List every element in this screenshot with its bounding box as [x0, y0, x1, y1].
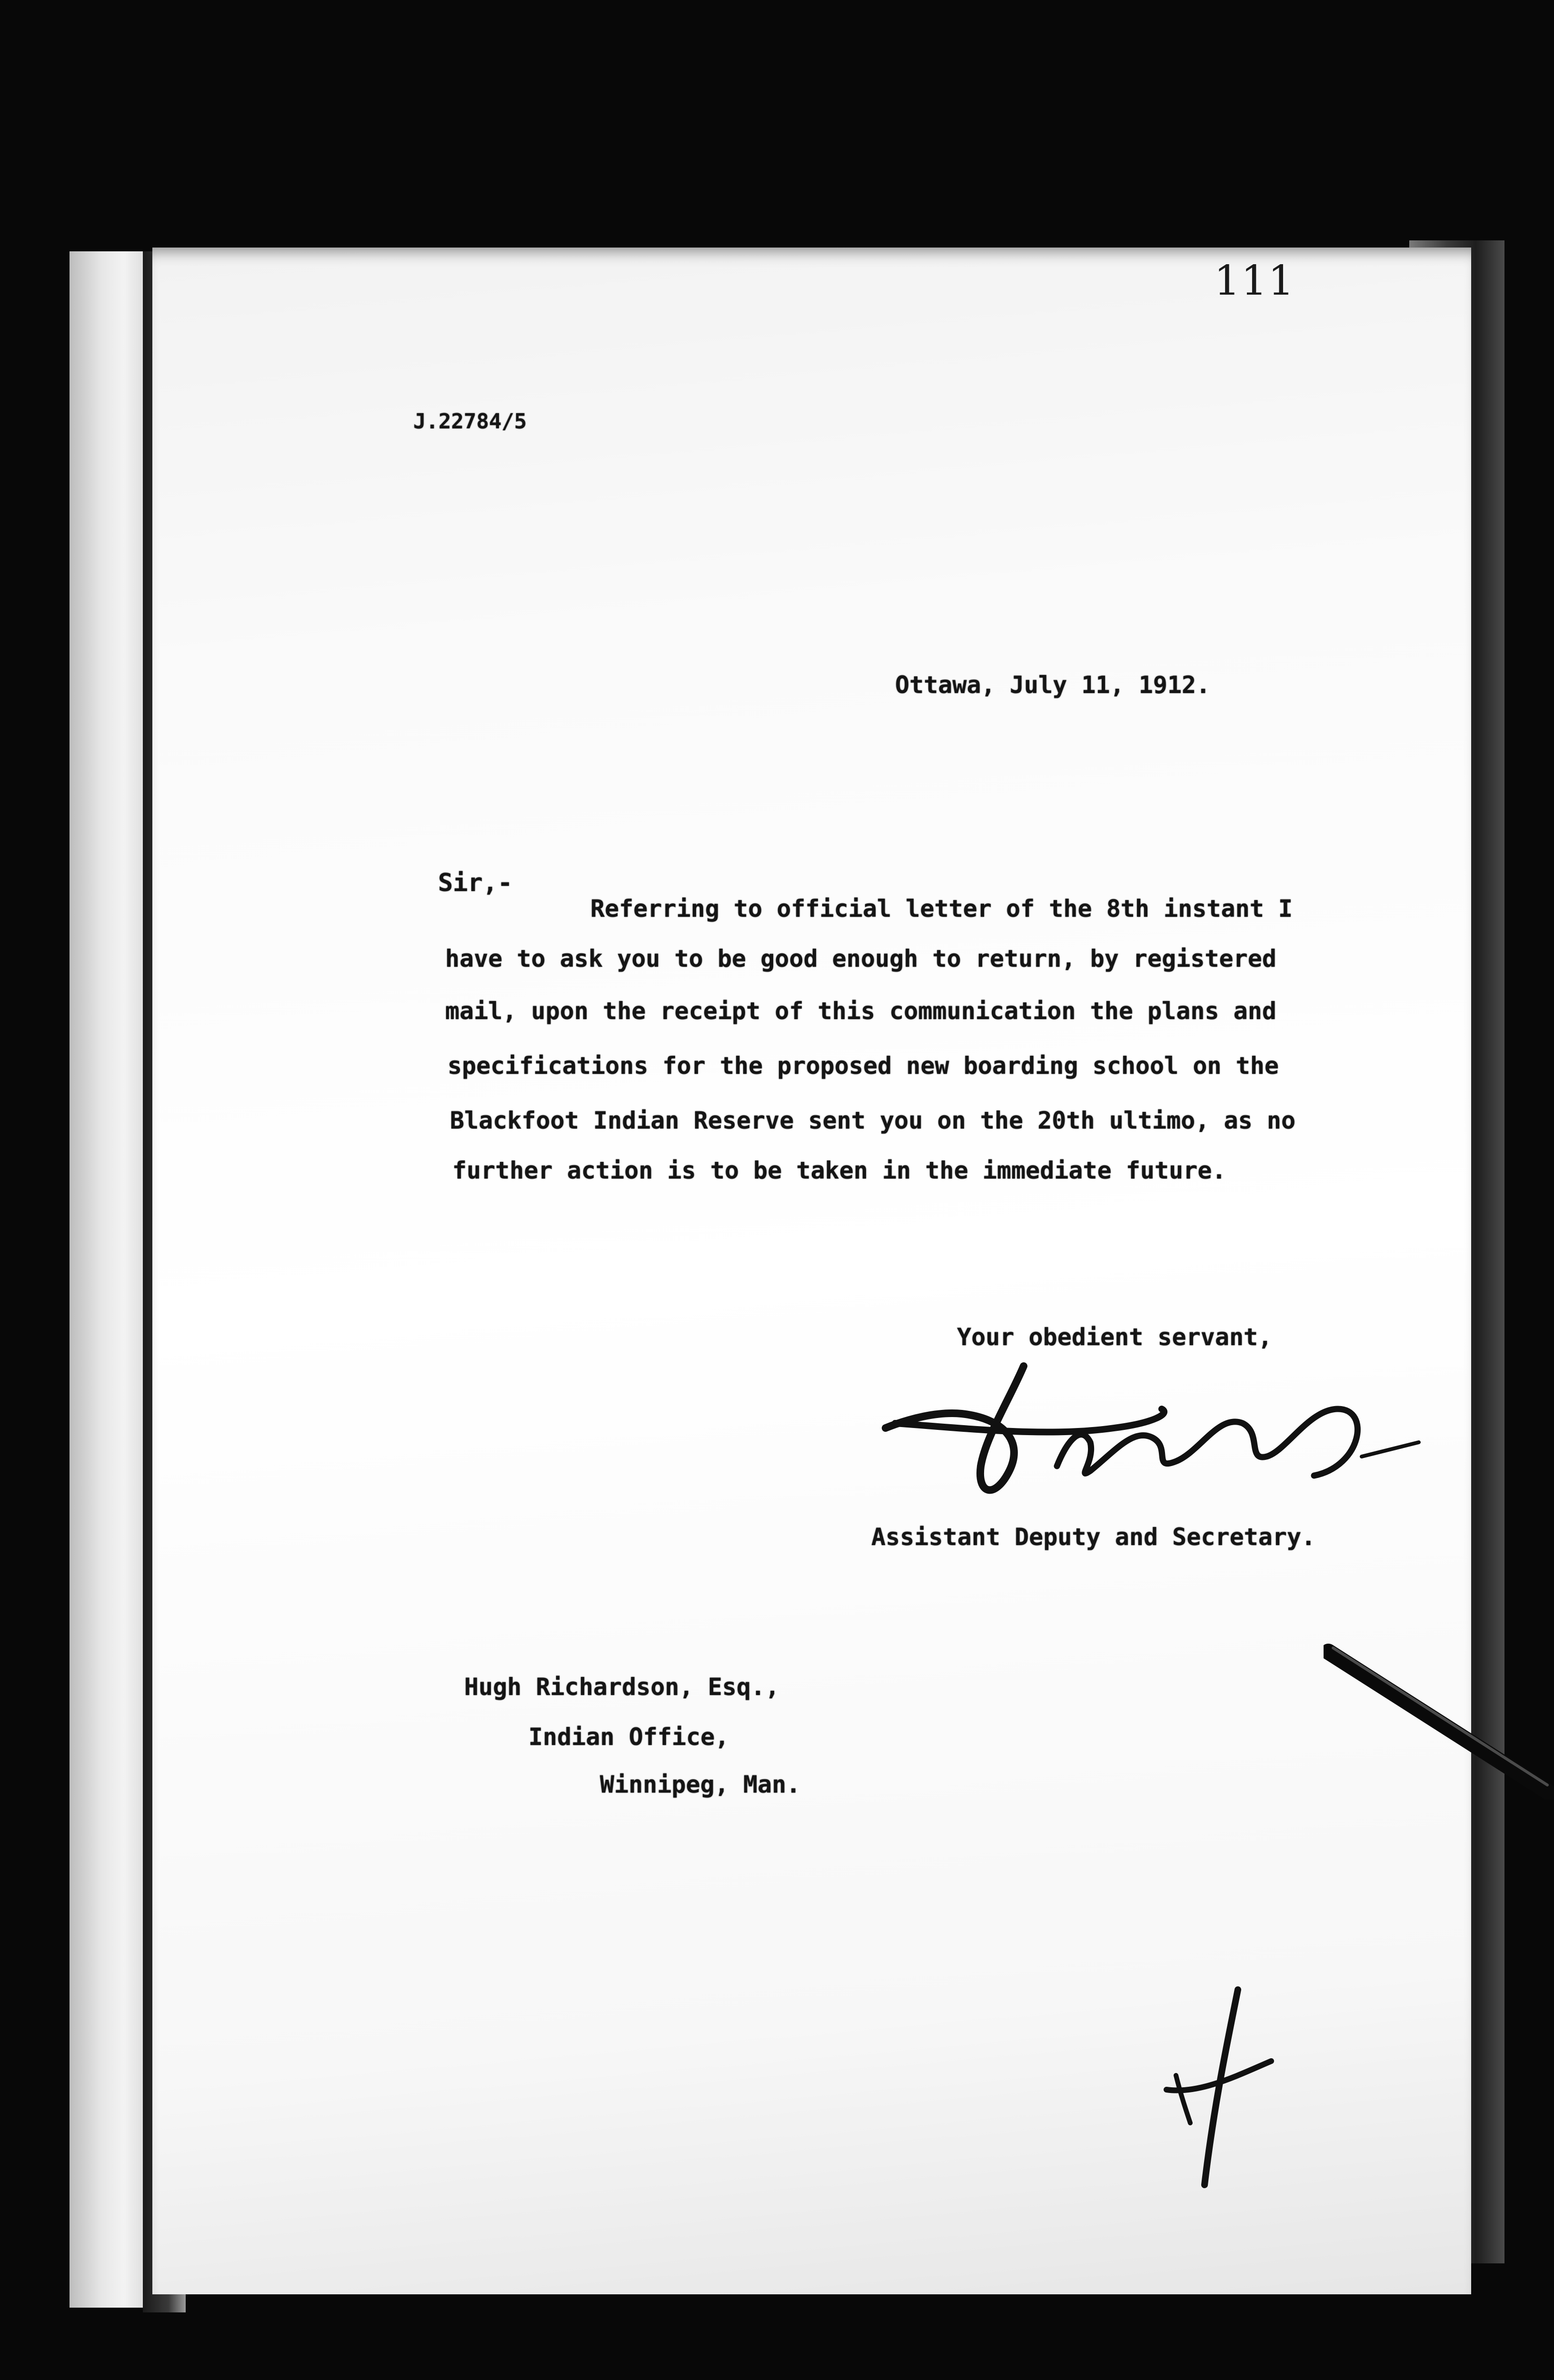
file-reference: J.22784/5 [413, 409, 527, 434]
addressee-line: Indian Office, [528, 1723, 729, 1751]
addressee-line: Winnipeg, Man. [600, 1771, 801, 1798]
pen [1324, 1637, 1554, 1799]
closing: Your obedient servant, [957, 1323, 1273, 1351]
body-line: Referring to official letter of the 8th instant I [590, 895, 1293, 922]
salutation: Sir,- [438, 869, 513, 897]
signature-title: Assistant Deputy and Secretary. [871, 1523, 1316, 1551]
body-line: further action is to be taken in the immediate future. [452, 1157, 1226, 1184]
body-line: Blackfoot Indian Reserve sent you on the 20th ultimo, as no [450, 1107, 1296, 1134]
pencil-check-mark [1157, 1980, 1290, 2199]
body-line: mail, upon the receipt of this communication the plans and [445, 997, 1276, 1025]
addressee-line: Hugh Richardson, Esq., [464, 1673, 780, 1701]
date-line: Ottawa, July 11, 1912. [895, 671, 1211, 699]
handwritten-signature [867, 1357, 1428, 1528]
body-line: specifications for the proposed new boarding school on the [448, 1052, 1279, 1080]
page-number: 111 [1214, 257, 1295, 305]
body-line: have to ask you to be good enough to return, by registered [445, 945, 1276, 972]
